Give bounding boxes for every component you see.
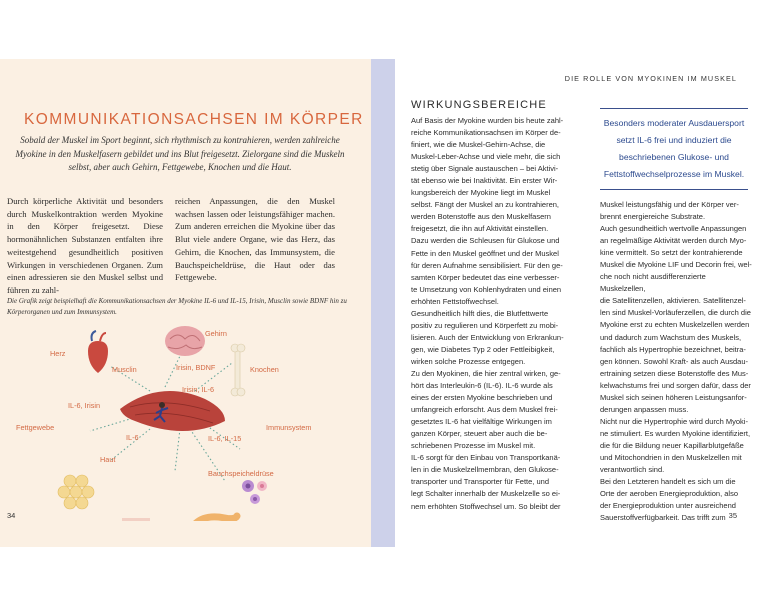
right-column-1: [411, 115, 589, 513]
text-line: Muskel leistungsfähig und der Körper ver-: [600, 200, 739, 209]
text-line: gesetztes IL-6 hat vielfältige Wirkungen im: [411, 417, 552, 427]
fat-tissue-icon: [58, 475, 94, 509]
text-line: che noch nicht ausdifferenzierte Muskelzellen,: [600, 272, 706, 294]
text-line: Bei den Letzteren handelt es sich um die: [600, 477, 736, 487]
label-il6-il15: IL-6, IL-15: [208, 434, 242, 443]
text-line: an regelmäßige Aktivität werden durch Myo-: [600, 236, 747, 246]
text-line: nem erhöhten Stoffwechsel um. So bleibt der: [411, 501, 561, 511]
text-line: Muskel sich seinen höheren Leistungsanfor-: [600, 392, 747, 402]
text-line: ne stimuliert. Es wurden Myokine identifiziert,: [600, 428, 751, 438]
text-line: ertraining setzen diese Botenstoffe des Mus-: [600, 368, 749, 378]
text-line: finiert, wie die Muskel-Gehirn-Achse, die: [411, 140, 546, 150]
text-line: samten Körper bedeutet das eine verbesser-: [411, 272, 560, 282]
text-line: werden Botenstoffe aus den Muskelfasern: [411, 212, 551, 222]
label-il6: IL-6: [126, 433, 139, 442]
right-page: [395, 59, 757, 547]
text-line: kine vermittelt. So setzt der kontrahierende: [600, 248, 743, 258]
text-line: der Energieproduktion unter ausreichend: [600, 501, 736, 511]
body-column-1: Durch körperliche Aktivität und besonders durch Muskelkontraktion werden Myokine in den Körper freigesetzt. Diese hormonähnlichen Substanzen entfalten ihre weitestgehend gesundheitlich positiven Wirkungen in verschiedenen Organen. Zum einen adressieren sie den Muskel selbst und führen zu zahl-: [7, 196, 163, 295]
text-line: freigesetzt, die ihn auf Aktivität einstellen.: [411, 224, 549, 234]
page-number-right: 35: [728, 511, 737, 520]
label-bauchspeicheldruese: Bauchspeicheldrüse: [208, 469, 274, 478]
heart-icon: [88, 331, 108, 373]
intro-paragraph: Sobald der Muskel im Sport beginnt, sich rhythmisch zu kontrahieren, werden zahlreiche Myokine in den Muskelfasern gebildet und ins Blut freigesetzt. Zielorgane sind die Muskeln selbst, aber auch Gehirn, Fettgewebe, Knochen und die Haut.: [15, 135, 345, 172]
text-line: schriebenen Prozesse im Muskel mit.: [411, 441, 536, 451]
text-line: Dazu werden die Schleusen für Glukose und: [411, 236, 560, 246]
immune-cells-icon: [242, 480, 267, 504]
label-immunsystem: Immunsystem: [266, 423, 312, 432]
text-line: Auch gesundheitlich wertvolle Anpassungen: [600, 224, 747, 234]
label-fettgewebe: Fettgewebe: [16, 423, 55, 432]
text-line: ganzen Körper, steuert aber auch die be-: [411, 429, 548, 439]
bone-icon: [231, 344, 245, 396]
label-knochen: Knochen: [250, 365, 279, 374]
text-line: Zu den Myokinen, die hier zentral wirken, ge-: [411, 368, 561, 378]
text-line: IL-6 sorgt für den Einbau von Transportkanä-: [411, 453, 561, 463]
myokine-graphic: [0, 321, 371, 521]
text-line: kelwachstums frei und sorgen dafür, dass der: [600, 380, 751, 390]
text-line: reiche Kommunikationsachsen im Körper de-: [411, 128, 561, 138]
text-line: stetig über Signale austauschen – bei Aktivi-: [411, 164, 559, 174]
skin-icon: [122, 518, 150, 521]
section-title: WIRKUNGSBEREICHE: [411, 99, 547, 111]
text-line: Auf Basis der Myokine wurden bis heute zahl-: [411, 116, 564, 125]
text-line: Muskel die Myokine LIF und Decorin frei, wel-: [600, 260, 752, 270]
text-line: tät ebenso wie bei Inaktivität. Ein erster Wir-: [411, 176, 558, 186]
text-line: Muskel-Leber-Achse und viele mehr, die sich: [411, 152, 561, 162]
label-herz: Herz: [50, 349, 66, 358]
chapter-title: KOMMUNIKATIONSACHSEN IM KÖRPER: [24, 111, 364, 128]
text-line: und Mitochondrien in den Muskelzellen mit: [600, 452, 742, 462]
text-line: gen können. Sowohl Kraft- als auch Ausdau-: [600, 356, 749, 366]
text-line: Gesundheitlich hilft dies, die Blutfettwerte: [411, 308, 549, 318]
text-line: Fette in den Muskel geöffnet und der Muskel: [411, 248, 559, 258]
label-musclin: Musclin: [112, 365, 137, 374]
graphic-caption: Die Grafik zeigt beispielhaft die Kommunikationsachsen der Myokine IL-6 und IL-15, Irisin, Musclin sowie BDNF hin zu Körperorganen und zum Immunsystem.: [7, 297, 347, 316]
pull-quote: Besonders moderater Ausdauersport setzt IL-6 frei und induziert die beschriebenen Glukose- und Fettstoffwechselprozesse im Muskel.: [600, 108, 748, 190]
text-line: umfangreich erforscht. Aus dem Muskel frei-: [411, 405, 558, 415]
running-head: DIE ROLLE VON MYOKINEN IM MUSKEL: [564, 74, 737, 83]
text-line: positiv zu regulieren und Körperfett zu mobi-: [411, 320, 559, 330]
text-line: Myokine erst zu echten Muskelzellen werden: [600, 320, 750, 330]
text-line: len sind Muskel-Vorläuferzellen, die durch die: [600, 308, 751, 318]
pancreas-icon: [195, 516, 237, 521]
text-line: Nicht nur die Hypertrophie wird durch Myoki-: [600, 416, 748, 426]
text-line: eines der ersten Myokine beschrieben und: [411, 393, 553, 403]
body-column-2: reichen Anpassungen, die den Muskel wachsen lassen oder leistungsfähiger machen. Zum anderen erreichen die Myokine über das Blut viele andere Organe, wie das Herz, das Gehirn, die Knochen, das Immunsystem, die Bauchspeicheldrüse, die Haut oder das Fettgewebe.: [175, 196, 335, 283]
muscle-icon: [120, 391, 225, 431]
text-line: Sauerstoffverfügbarkeit. Das trifft zum: [600, 513, 726, 523]
label-gehirn: Gehirn: [205, 329, 227, 338]
text-line: kungsbereich der Myokine liegt im Muskel: [411, 188, 551, 198]
text-line: gen, wie Diabetes Typ 2 oder Fettleibigkeit,: [411, 344, 555, 354]
text-line: selbst. Fängt der Muskel an zu kontrahieren,: [411, 200, 559, 210]
label-irisin-il6: Irisin, IL-6: [182, 385, 215, 394]
book-spine: [371, 59, 395, 547]
text-line: für deren Aufnahme sensibilisiert. Für den ge-: [411, 260, 563, 270]
text-line: derungen anpassen muss.: [600, 404, 689, 414]
text-line: brennt energiereiche Substrate.: [600, 212, 706, 222]
text-line: te Umsetzung von Kohlenhydraten und einen: [411, 284, 562, 294]
text-line: wirken solche Prozesse entgegen.: [411, 356, 526, 366]
text-line: transporter und Transporter für Fette, und: [411, 477, 549, 487]
text-line: hört das Interleukin-6 (IL-6). IL-6 wurde als: [411, 381, 553, 391]
label-haut: Haut: [100, 455, 116, 464]
text-line: len in die Muskelzellmembran, den Glukose-: [411, 465, 559, 475]
text-line: die Satellitenzellen, aktivieren. Satellitenzel-: [600, 296, 746, 306]
text-line: die für die Bildung neuer Kapillarblutgefäße: [600, 440, 744, 450]
brain-icon: [165, 326, 205, 356]
text-line: legt Schalter innerhalb der Muskelzelle so ei-: [411, 489, 561, 499]
label-irisin-bdnf: Irisin, BDNF: [176, 363, 216, 372]
left-page: [0, 59, 371, 547]
page-number-left: 34: [7, 511, 16, 520]
text-line: Orte der aeroben Energieproduktion, also: [600, 489, 739, 499]
right-column-2: [600, 199, 752, 524]
text-line: und dadurch zum Wachstum des Muskels,: [600, 332, 742, 342]
text-line: fachlich als Hypertrophie bezeichnet, beitra-: [600, 344, 746, 354]
text-line: erhöhten Fettstoffwechsel.: [411, 296, 499, 306]
label-il6-irisin: IL-6, Irisin: [68, 401, 101, 410]
text-line: verantwortlich sind.: [600, 465, 665, 475]
text-line: lisieren. Auch der Entwicklung von Erkrankun-: [411, 332, 564, 342]
